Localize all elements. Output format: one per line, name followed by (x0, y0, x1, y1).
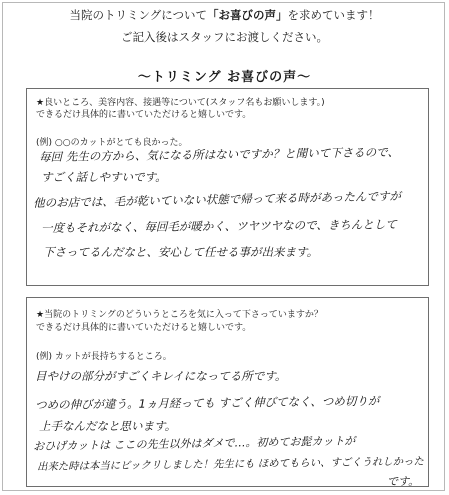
section-1-question: ★良いところ、美容内容、接遇等について(スタッフ名もお願いします。) (36, 98, 325, 108)
section-1-example: (例) ○○のカットがとても良かった。 (36, 138, 188, 148)
section-2-example: (例) カットが長持ちするところ。 (36, 352, 172, 362)
section-2-question-note: できるだけ具体的に書いていただけると嬉しいです。 (36, 323, 252, 333)
section-2-answer-line: です。 (387, 475, 420, 488)
section-2-question: ★当院のトリミングのどういうところを気に入って下さっていますか？ (36, 310, 323, 320)
section-2-answer-line: 目やけの部分がすごくキレイになってる所です。 (35, 369, 287, 383)
header-text-after: を求めています！ (287, 8, 380, 22)
page-title: ～トリミング お喜びの声～ (137, 70, 312, 85)
header-text-before: 当院のトリミングについて (69, 8, 208, 22)
header-line-2: ご記入後はスタッフにお渡しください。 (121, 30, 328, 44)
section-1-answer-line: 下さってるんだなと、安心して任せる事が出来ます。 (43, 245, 319, 259)
section-1-answer-line: 毎回 先生の方から、気になる所はないですか？と聞いて下さるので、 (39, 144, 400, 164)
section-1-answer-line: 一度もそれがなく、毎回毛が暖かく、ツヤツヤなので、きちんとして (41, 217, 397, 235)
section-2-answer-line: つめの伸びが違う。1ヵ月経っても すごく伸びてなく、つめ切りが (35, 393, 380, 412)
section-2-answer-line: 出来た時は本当にビックリしました！先生にも ほめてもらい、すごくうれしかった (37, 455, 424, 473)
section-2-answer-line: 上手なんだなと思います。 (39, 419, 177, 433)
section-2-answer-line: おひげカットは ここの先生以外はダメで…。初めてお髭カットが (33, 434, 356, 453)
section-1-answer-line: すごく話しやすいです。 (41, 170, 167, 184)
section-2-box (26, 297, 429, 487)
section-1-question-note: できるだけ具体的に書いていただけると嬉しいです。 (36, 110, 252, 120)
section-1-answer-line: 他のお店では、毛が乾いていない状態で帰って来る時があったんですが (33, 188, 402, 210)
header-highlight: 「お喜びの声」 (207, 8, 288, 22)
header-line-1 (0, 7, 449, 23)
section-1-box (26, 88, 429, 286)
